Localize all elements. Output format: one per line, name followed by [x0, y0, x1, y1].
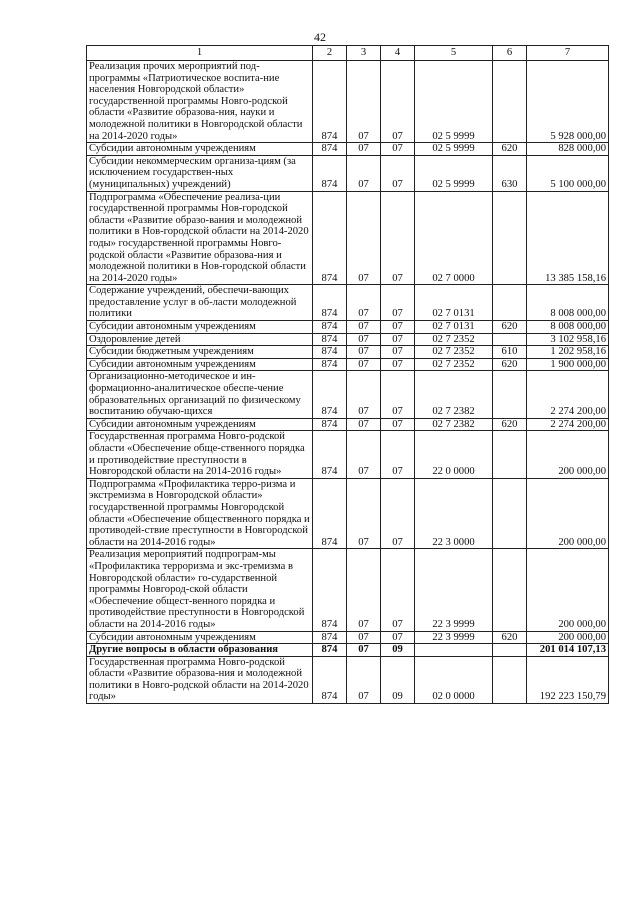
row-admin-code-cell: 874: [313, 644, 347, 657]
row-subsection-cell: 07: [381, 431, 415, 478]
row-subsection-cell: 07: [381, 143, 415, 156]
row-section-cell: 07: [347, 431, 381, 478]
row-admin-code-cell: 874: [313, 346, 347, 359]
row-amount-cell: 828 000,00: [527, 143, 609, 156]
row-admin-code-cell: 874: [313, 143, 347, 156]
row-admin-code-cell: 874: [313, 549, 347, 631]
row-expense-type-cell: 620: [493, 358, 527, 371]
row-expense-type-cell: [493, 644, 527, 657]
row-expense-type-cell: [493, 333, 527, 346]
row-expense-type-cell: 610: [493, 346, 527, 359]
row-subsection-cell: 07: [381, 333, 415, 346]
row-target-article-cell: 02 5 9999: [415, 143, 493, 156]
table-row: [87, 143, 609, 156]
row-expense-type-cell: [493, 191, 527, 285]
row-target-article-cell: 02 7 0131: [415, 321, 493, 334]
row-expense-type-cell: [493, 61, 527, 143]
row-expense-type-cell: [493, 285, 527, 321]
row-expense-type-cell: 620: [493, 418, 527, 431]
row-target-article-cell: 02 7 2352: [415, 346, 493, 359]
table-row: [87, 549, 609, 631]
row-amount-cell: 5 928 000,00: [527, 61, 609, 143]
table-row: [87, 631, 609, 644]
row-amount-cell: 13 385 158,16: [527, 191, 609, 285]
row-name-cell: Субсидии бюджетным учреждениям: [87, 346, 313, 359]
row-target-article-cell: 02 7 2352: [415, 333, 493, 346]
column-header: 4: [381, 46, 415, 61]
row-name-cell: Другие вопросы в области образования: [87, 644, 313, 657]
table-row: [87, 358, 609, 371]
row-target-article-cell: 22 0 0000: [415, 431, 493, 478]
row-section-cell: 07: [347, 346, 381, 359]
row-amount-cell: 200 000,00: [527, 549, 609, 631]
row-name-cell: Содержание учреждений, обеспечи-вающих предоставление услуг в об-ласти молодежной политики: [87, 285, 313, 321]
row-section-cell: 07: [347, 358, 381, 371]
row-admin-code-cell: 874: [313, 656, 347, 703]
row-amount-cell: 2 274 200,00: [527, 418, 609, 431]
row-target-article-cell: 02 5 9999: [415, 61, 493, 143]
row-name-cell: Оздоровление детей: [87, 333, 313, 346]
column-header: 2: [313, 46, 347, 61]
row-target-article-cell: 02 5 9999: [415, 155, 493, 191]
row-admin-code-cell: 874: [313, 418, 347, 431]
table-row: [87, 431, 609, 478]
table-row: [87, 333, 609, 346]
row-expense-type-cell: [493, 478, 527, 549]
table-row: [87, 371, 609, 418]
row-name-cell: Государственная программа Новго-родской области «Обеспечение обще-ственного порядка и противодействие преступности в Новгородской области на 2014-2016 годы»: [87, 431, 313, 478]
table-row: [87, 61, 609, 143]
row-amount-cell: 200 000,00: [527, 478, 609, 549]
row-admin-code-cell: 874: [313, 191, 347, 285]
column-header: 1: [87, 46, 313, 61]
row-name-cell: Реализация мероприятий подпрограм-мы «Профилактика терроризма и экс-тремизма в Новгородской области» го-сударственной программы Новгород-ской области «Обеспечение общест-венного порядка и противодействие преступности в Новгородской области на 2014-2016 годы»: [87, 549, 313, 631]
row-expense-type-cell: [493, 549, 527, 631]
row-section-cell: 07: [347, 418, 381, 431]
table-row: [87, 155, 609, 191]
row-subsection-cell: 09: [381, 644, 415, 657]
row-amount-cell: 192 223 150,79: [527, 656, 609, 703]
row-target-article-cell: [415, 644, 493, 657]
row-admin-code-cell: 874: [313, 478, 347, 549]
row-name-cell: Субсидии автономным учреждениям: [87, 143, 313, 156]
row-admin-code-cell: 874: [313, 155, 347, 191]
row-subsection-cell: 07: [381, 478, 415, 549]
row-subsection-cell: 07: [381, 346, 415, 359]
row-section-cell: 07: [347, 644, 381, 657]
row-subsection-cell: 07: [381, 631, 415, 644]
row-amount-cell: 3 102 958,16: [527, 333, 609, 346]
row-amount-cell: 1 202 958,16: [527, 346, 609, 359]
row-admin-code-cell: 874: [313, 371, 347, 418]
row-name-cell: Реализация прочих мероприятий под-программы «Патриотическое воспита-ние населения Новгородской области» государственной программы Новго-родской области «Развитие образова-ния, науки и молодежной политики в Новгородской области на 2014-2020 годы»: [87, 61, 313, 143]
row-subsection-cell: 07: [381, 418, 415, 431]
row-section-cell: 07: [347, 656, 381, 703]
row-expense-type-cell: [493, 371, 527, 418]
row-target-article-cell: 02 7 0131: [415, 285, 493, 321]
row-subsection-cell: 07: [381, 358, 415, 371]
row-admin-code-cell: 874: [313, 61, 347, 143]
row-section-cell: 07: [347, 333, 381, 346]
row-section-cell: 07: [347, 285, 381, 321]
row-admin-code-cell: 874: [313, 431, 347, 478]
table-row: [87, 644, 609, 657]
row-subsection-cell: 07: [381, 285, 415, 321]
row-name-cell: Субсидии автономным учреждениям: [87, 321, 313, 334]
row-expense-type-cell: 620: [493, 143, 527, 156]
table-row: [87, 478, 609, 549]
row-amount-cell: 200 000,00: [527, 631, 609, 644]
row-section-cell: 07: [347, 143, 381, 156]
row-amount-cell: 2 274 200,00: [527, 371, 609, 418]
row-subsection-cell: 09: [381, 656, 415, 703]
row-name-cell: Подпрограмма «Обеспечение реализа-ции государственной программы Нов-городской области «Развитие образо-вания и молодежной политики в Нов-городской области на 2014-2020 годы» государственной программы Новго-родской области «Развитие образова-ния и молодежной политики в Нов-городской области на 2014-2020 годы»: [87, 191, 313, 285]
row-target-article-cell: 22 3 9999: [415, 631, 493, 644]
row-section-cell: 07: [347, 321, 381, 334]
row-target-article-cell: 22 3 0000: [415, 478, 493, 549]
row-name-cell: Субсидии автономным учреждениям: [87, 418, 313, 431]
table-body: [87, 46, 609, 704]
row-subsection-cell: 07: [381, 155, 415, 191]
row-expense-type-cell: 620: [493, 321, 527, 334]
row-name-cell: Субсидии некоммерческим организа-циям (за исключением государствен-ных (муниципальных) учреждений): [87, 155, 313, 191]
row-amount-cell: 200 000,00: [527, 431, 609, 478]
table-row: [87, 191, 609, 285]
table-row: [87, 418, 609, 431]
row-admin-code-cell: 874: [313, 631, 347, 644]
row-amount-cell: 201 014 107,13: [527, 644, 609, 657]
row-section-cell: 07: [347, 549, 381, 631]
row-amount-cell: 5 100 000,00: [527, 155, 609, 191]
row-section-cell: 07: [347, 631, 381, 644]
row-subsection-cell: 07: [381, 549, 415, 631]
row-amount-cell: 8 008 000,00: [527, 285, 609, 321]
row-section-cell: 07: [347, 191, 381, 285]
row-target-article-cell: 02 0 0000: [415, 656, 493, 703]
row-expense-type-cell: 620: [493, 631, 527, 644]
row-expense-type-cell: 630: [493, 155, 527, 191]
row-name-cell: Государственная программа Новго-родской области «Развитие образова-ния и молодежной политики в Новго-родской области на 2014-2020 годы»: [87, 656, 313, 703]
row-name-cell: Организационно-методическое и ин-формационно-аналитическое обеспе-чение образовательных организаций по физическому воспитанию обучаю-щихся: [87, 371, 313, 418]
row-amount-cell: 1 900 000,00: [527, 358, 609, 371]
page-number: 42: [314, 30, 326, 44]
row-target-article-cell: 02 7 2382: [415, 418, 493, 431]
table-row: [87, 285, 609, 321]
row-admin-code-cell: 874: [313, 333, 347, 346]
column-header: 6: [493, 46, 527, 61]
row-admin-code-cell: 874: [313, 285, 347, 321]
row-name-cell: Субсидии автономным учреждениям: [87, 631, 313, 644]
row-name-cell: Подпрограмма «Профилактика терро-ризма и экстремизма в Новгородской области» государственной программы Новгородской области «Обеспечение общественного порядка и противодей-ствие преступности в Новгородской области на 2014-2016 годы»: [87, 478, 313, 549]
row-subsection-cell: 07: [381, 191, 415, 285]
row-target-article-cell: 02 7 2352: [415, 358, 493, 371]
row-name-cell: Субсидии автономным учреждениям: [87, 358, 313, 371]
row-admin-code-cell: 874: [313, 358, 347, 371]
table-header-row: [87, 46, 609, 61]
table-row: [87, 321, 609, 334]
table-row: [87, 656, 609, 703]
row-admin-code-cell: 874: [313, 321, 347, 334]
budget-table: [86, 45, 609, 704]
row-section-cell: 07: [347, 155, 381, 191]
row-section-cell: 07: [347, 61, 381, 143]
row-subsection-cell: 07: [381, 371, 415, 418]
column-header: 7: [527, 46, 609, 61]
row-section-cell: 07: [347, 371, 381, 418]
row-section-cell: 07: [347, 478, 381, 549]
row-subsection-cell: 07: [381, 321, 415, 334]
table-row: [87, 346, 609, 359]
row-amount-cell: 8 008 000,00: [527, 321, 609, 334]
row-target-article-cell: 02 7 2382: [415, 371, 493, 418]
row-target-article-cell: 22 3 9999: [415, 549, 493, 631]
column-header: 5: [415, 46, 493, 61]
row-target-article-cell: 02 7 0000: [415, 191, 493, 285]
column-header: 3: [347, 46, 381, 61]
row-expense-type-cell: [493, 656, 527, 703]
row-subsection-cell: 07: [381, 61, 415, 143]
row-expense-type-cell: [493, 431, 527, 478]
